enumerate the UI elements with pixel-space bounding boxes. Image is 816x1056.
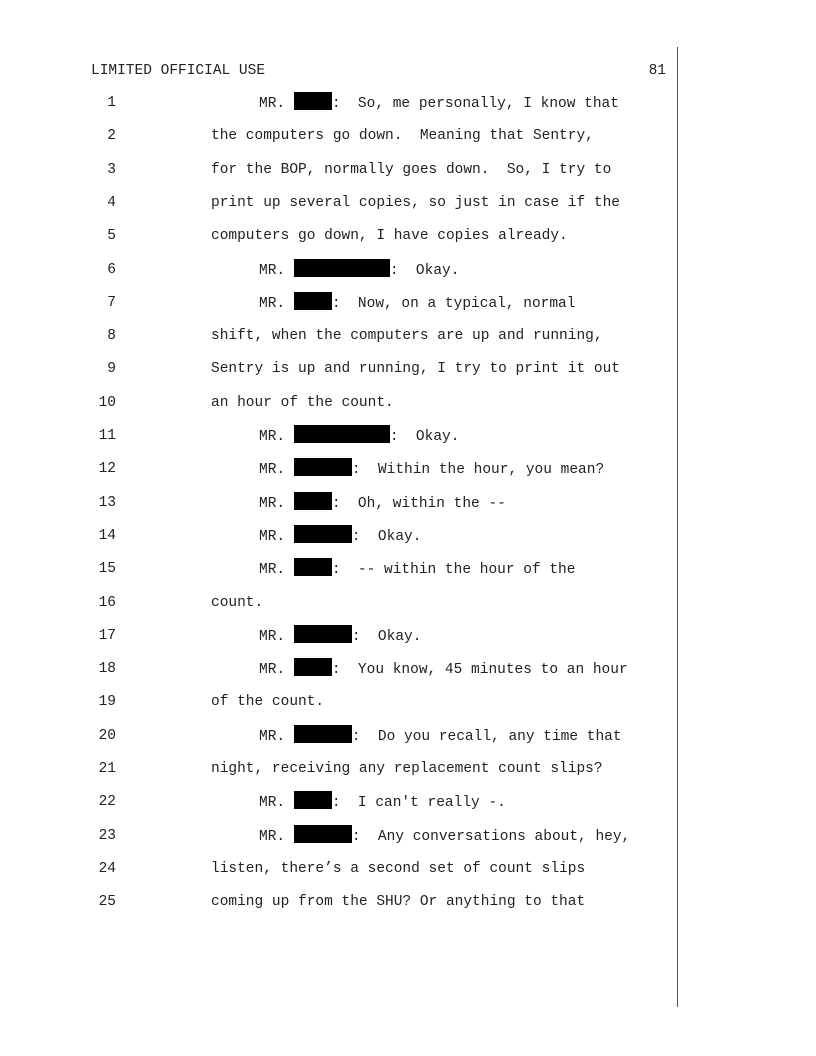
line-number: 4	[107, 194, 116, 211]
transcript-line	[0, 225, 816, 247]
redaction-block	[294, 492, 332, 510]
line-number: 19	[98, 694, 116, 711]
spoken-text: computers go down, I have copies already.	[211, 228, 568, 245]
line-text	[211, 192, 620, 214]
spoken-text: count.	[211, 594, 264, 611]
transcript-line	[0, 691, 816, 713]
transcript-line	[0, 325, 816, 347]
spoken-text: : You know, 45 minutes to an hour	[331, 662, 628, 679]
line-number: 6	[107, 261, 116, 278]
line-number: 8	[107, 328, 116, 345]
transcript-line	[0, 825, 816, 847]
line-text	[259, 492, 506, 515]
spoken-text: : I can't really -.	[331, 795, 506, 812]
transcript-line	[0, 259, 816, 281]
line-text	[259, 458, 604, 481]
speaker-prefix: MR.	[259, 662, 286, 679]
line-text	[211, 159, 611, 181]
transcript-line	[0, 558, 816, 580]
spoken-text: an hour of the count.	[211, 394, 394, 411]
line-text	[259, 525, 421, 548]
spoken-text: : Okay.	[389, 262, 460, 279]
line-number: 25	[98, 894, 116, 911]
transcript-line	[0, 592, 816, 614]
line-text	[211, 858, 585, 880]
transcript-line	[0, 92, 816, 114]
line-text	[259, 292, 575, 315]
transcript-line	[0, 192, 816, 214]
spoken-text: : Any conversations about, hey,	[351, 828, 631, 845]
line-text	[259, 92, 619, 115]
transcript-line	[0, 392, 816, 414]
speaker-prefix: MR.	[259, 262, 286, 279]
spoken-text: shift, when the computers are up and running,	[211, 328, 603, 345]
transcript-line	[0, 125, 816, 147]
line-text	[259, 259, 459, 282]
line-number: 22	[98, 794, 116, 811]
spoken-text: listen, there’s a second set of count slips	[211, 860, 586, 877]
redaction-block	[294, 658, 332, 676]
classification-header: LIMITED OFFICIAL USE	[91, 63, 266, 79]
speaker-prefix: MR.	[259, 295, 286, 312]
speaker-prefix: MR.	[259, 828, 286, 845]
transcript-line	[0, 159, 816, 181]
redaction-block	[294, 791, 332, 809]
redaction-block	[294, 825, 352, 843]
line-number: 24	[98, 860, 116, 877]
line-number: 21	[98, 761, 116, 777]
line-text	[211, 392, 394, 414]
spoken-text: the computers go down. Meaning that Sentry,	[211, 128, 594, 145]
spoken-text: : Okay.	[351, 528, 422, 545]
line-number: 12	[98, 461, 116, 478]
spoken-text: : -- within the hour of the	[331, 562, 576, 579]
redaction-block	[294, 558, 332, 576]
line-text	[259, 625, 421, 648]
line-number: 11	[98, 428, 116, 444]
line-number: 23	[98, 827, 116, 844]
spoken-text: : Now, on a typical, normal	[331, 295, 576, 312]
line-number: 5	[107, 228, 116, 245]
transcript-line	[0, 358, 816, 380]
line-number: 17	[98, 627, 116, 644]
speaker-prefix: MR.	[259, 628, 286, 645]
transcript-line	[0, 725, 816, 747]
line-text	[211, 358, 620, 380]
line-number: 2	[107, 128, 116, 145]
transcript-line	[0, 625, 816, 647]
speaker-prefix: MR.	[259, 728, 286, 745]
speaker-prefix: MR.	[259, 96, 286, 112]
transcript-line	[0, 758, 816, 780]
speaker-prefix: MR.	[259, 562, 286, 579]
line-text	[211, 125, 594, 147]
redaction-block	[294, 625, 352, 643]
line-number: 15	[98, 561, 116, 578]
line-text	[259, 825, 630, 848]
spoken-text: night, receiving any replacement count slips?	[211, 761, 603, 777]
redaction-block	[294, 458, 352, 476]
line-number: 13	[98, 494, 116, 511]
redaction-block	[294, 525, 352, 543]
line-text	[211, 225, 568, 247]
line-text	[211, 592, 263, 614]
spoken-text: of the count.	[211, 694, 325, 711]
redaction-block	[294, 259, 390, 277]
line-text	[211, 891, 585, 913]
speaker-prefix: MR.	[259, 462, 286, 479]
spoken-text: : Oh, within the --	[331, 495, 506, 512]
transcript-line	[0, 891, 816, 913]
speaker-prefix: MR.	[259, 429, 286, 445]
line-text	[259, 791, 506, 814]
spoken-text: print up several copies, so just in case if the	[211, 194, 620, 211]
transcript-line	[0, 858, 816, 880]
transcript-line	[0, 458, 816, 480]
spoken-text: for the BOP, normally goes down. So, I try to	[211, 161, 612, 178]
transcript-line	[0, 492, 816, 514]
line-text	[211, 325, 603, 347]
spoken-text: : Okay.	[351, 628, 422, 645]
transcript-line	[0, 658, 816, 680]
spoken-text: coming up from the SHU? Or anything to that	[211, 894, 586, 911]
spoken-text: : Within the hour, you mean?	[351, 462, 605, 479]
line-text	[259, 425, 459, 448]
transcript-line	[0, 525, 816, 547]
line-text	[259, 558, 575, 581]
line-text	[211, 691, 324, 713]
line-number: 16	[98, 594, 116, 611]
transcript-line	[0, 425, 816, 447]
line-number: 9	[107, 361, 116, 378]
line-number: 14	[98, 527, 116, 544]
line-number: 10	[98, 394, 116, 411]
line-number: 20	[98, 727, 116, 744]
spoken-text: Sentry is up and running, I try to print it out	[211, 361, 620, 378]
redaction-block	[294, 725, 352, 743]
speaker-prefix: MR.	[259, 795, 286, 812]
transcript-line	[0, 791, 816, 813]
redaction-block	[294, 92, 332, 110]
line-text	[259, 725, 622, 748]
line-number: 18	[98, 661, 116, 678]
redaction-block	[294, 292, 332, 310]
line-text	[259, 658, 628, 681]
line-number: 7	[107, 294, 116, 311]
redaction-block	[294, 425, 390, 443]
spoken-text: : Do you recall, any time that	[351, 728, 622, 745]
line-text	[211, 758, 603, 780]
spoken-text: : Okay.	[389, 429, 460, 445]
line-number: 1	[107, 95, 116, 111]
page-number: 81	[648, 63, 666, 79]
transcript-line	[0, 292, 816, 314]
speaker-prefix: MR.	[259, 528, 286, 545]
spoken-text: : So, me personally, I know that	[331, 96, 619, 112]
speaker-prefix: MR.	[259, 495, 286, 512]
line-number: 3	[107, 161, 116, 178]
